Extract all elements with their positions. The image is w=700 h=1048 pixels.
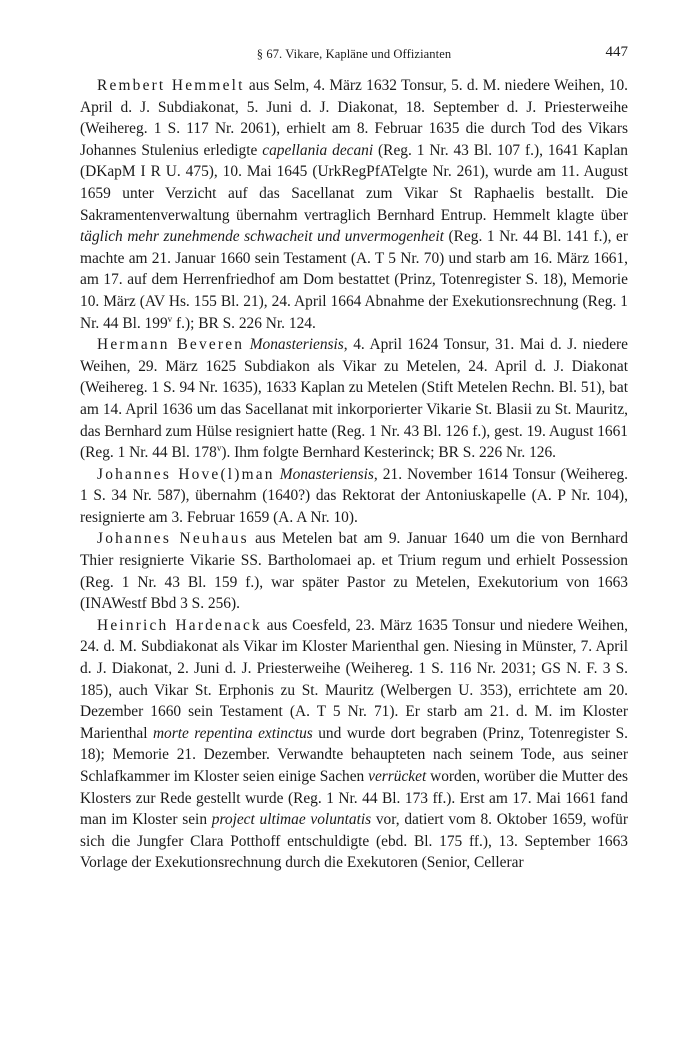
person-name: Heinrich Hardenack bbox=[97, 616, 262, 634]
verso-mark: v bbox=[167, 313, 173, 324]
entry-text: aus Coesfeld, 23. März 1635 Tonsur und niedere Weihen, 24. d. M. Subdiakonat als Vikar im Kloster Marienthal gen. Niesing in Münster, 7. April d. J. Diakonat, 2. Juni d. J. Priesterweihe (Weihereg. 1 S. 116 Nr. 2031; GS N. F. 3 S. 185), auch Vikar St. Erphonis zu St. Mauritz (Welbergen U. 353), errichtete am 20. Dezember 1660 sein Testament (A. T 5 Nr. 71). Er starb am 21. d. M. im Kloster Marienthal bbox=[80, 616, 628, 742]
verso-mark: v bbox=[216, 442, 222, 453]
person-name: Hermann Beveren bbox=[97, 336, 245, 354]
quote: täglich mehr zunehmende schwacheit und unvermogenheit bbox=[80, 228, 444, 246]
entry-hermann-beveren bbox=[80, 334, 628, 464]
quote: verrücket bbox=[368, 768, 427, 785]
origin-latin: Monasteriensis bbox=[279, 465, 374, 483]
running-head bbox=[80, 44, 628, 66]
running-title: § 67. Vikare, Kapläne und Offizianten bbox=[256, 47, 452, 61]
latin-quote: capellania decani bbox=[262, 141, 374, 159]
entry-text: , 21. November 1614 Tonsur (Weihereg. 1 S. 34 Nr. 587), übernahm (1640?) das Rektorat der Antoniuskapelle (A. P Nr. 104), resignierte am 3. Februar 1659 (A. A Nr. 10). bbox=[80, 465, 628, 526]
entry-text: f.); BR S. 226 Nr. 124. bbox=[172, 314, 316, 332]
latin-quote: project ultimae voluntatis bbox=[211, 811, 372, 829]
entry-text: (Reg. 1 Nr. 43 Bl. 107 f.), 1641 Kaplan (DKapM I R U. 475), 10. Mai 1645 (UrkRegPfATelgte Nr. 261), wurde am 11. August 1659 unter Verzicht auf das Sacellanat zum Vikar St Raphaelis bestallt. Die Sakramentenverwaltung übernahm vertraglich Bernhard Entrup. Hemmelt klagte über bbox=[80, 141, 628, 224]
entry-rembert-hemmelt bbox=[80, 75, 628, 334]
entry-text: aus Selm, 4. März 1632 Tonsur, 5. d. M. niedere Weihen, 10. April d. J. Subdiakonat, 5. Juni d. J. Diakonat, 18. September d. J. Priesterweihe (Weihereg. 1 S. 117 Nr. 2061), erhielt am 8. Februar 1635 die durch Tod des Vikars Johannes Stulenius erledigte bbox=[80, 77, 628, 159]
entry-text: vor, datiert vom 8. Oktober 1659, wofür sich die Jungfer Clara Potthoff entschuldigte (ebd. Bl. 175 ff.), 13. September 1663 Vorlage der Exekutionsrechnung durch die Exekutoren (Senior, Cellerar bbox=[80, 811, 628, 872]
entry-johannes-neuhaus bbox=[80, 528, 628, 614]
page-number: 447 bbox=[605, 44, 628, 60]
entry-text: (Reg. 1 Nr. 44 Bl. 141 f.), er machte am 21. Januar 1660 sein Testament (A. T 5 Nr. 70) und starb am 16. März 1661, am 17. auf dem Herrenfriedhof am Dom bestattet (Prinz, Totenregister S. 18), Memorie 10. März (AV Hs. 155 Bl. 21), 24. April 1664 Abnahme der Exekutionsrechnung (Reg. 1 Nr. 44 Bl. 199 bbox=[80, 228, 629, 332]
latin-quote: morte repentina extinctus bbox=[152, 724, 313, 742]
origin-latin: Monasteriensis bbox=[249, 336, 344, 354]
entry-text: worden, worüber die Mutter des Klosters zur Rede gestellt wurde (Reg. 1 Nr. 44 Bl. 173 ff.). Erst am 17. Mai 1661 fand man im Kloster sein bbox=[80, 768, 628, 829]
person-name: Rembert Hemmelt bbox=[97, 77, 245, 94]
entry-heinrich-hardenack bbox=[80, 615, 628, 874]
entry-text: aus Metelen bat am 9. Januar 1640 um die von Bernhard Thier resignierte Vikarie SS. Bartholomaei ap. et Trium regum und erhielt Possession (Reg. 1 Nr. 43 Bl. 159 f.), war später Pastor zu Metelen, Exekutorium von 1663 (INAWestf Bbd 3 S. 256). bbox=[80, 530, 628, 613]
entry-text: ). Ihm folgte Bernhard Kesterinck; BR S. 226 Nr. 126. bbox=[221, 444, 557, 462]
body-text bbox=[80, 75, 628, 874]
entry-text: , 4. April 1624 Tonsur, 31. Mai d. J. niedere Weihen, 29. März 1625 Subdiakon als Vikar zu Metelen, 24. April d. J. Diakonat (Weihereg. 1 S. 94 Nr. 1635), 1633 Kaplan zu Metelen (Stift Metelen Rechn. Bl. 51), bat am 14. April 1636 um das Sacellanat mit inkorporierter Vikarie St. Blasii zu St. Mauritz, das Bernhard zum Hülse resigniert hatte (Reg. 1 Nr. 43 Bl. 126 f.), gest. 19. August 1661 (Reg. 1 Nr. 44 Bl. 178 bbox=[80, 336, 628, 462]
entry-text: und wurde dort begraben (Prinz, Totenregister S. 18); Memorie 21. Dezember. Verwandte behaupteten nach seinem Tode, aus seiner Schlafkammer im Kloster seien einige Sachen bbox=[80, 724, 628, 785]
entry-johannes-hovelman bbox=[80, 464, 628, 529]
person-name: Johannes Neuhaus bbox=[97, 530, 249, 548]
person-name: Johannes Hove(l)man bbox=[97, 465, 275, 483]
